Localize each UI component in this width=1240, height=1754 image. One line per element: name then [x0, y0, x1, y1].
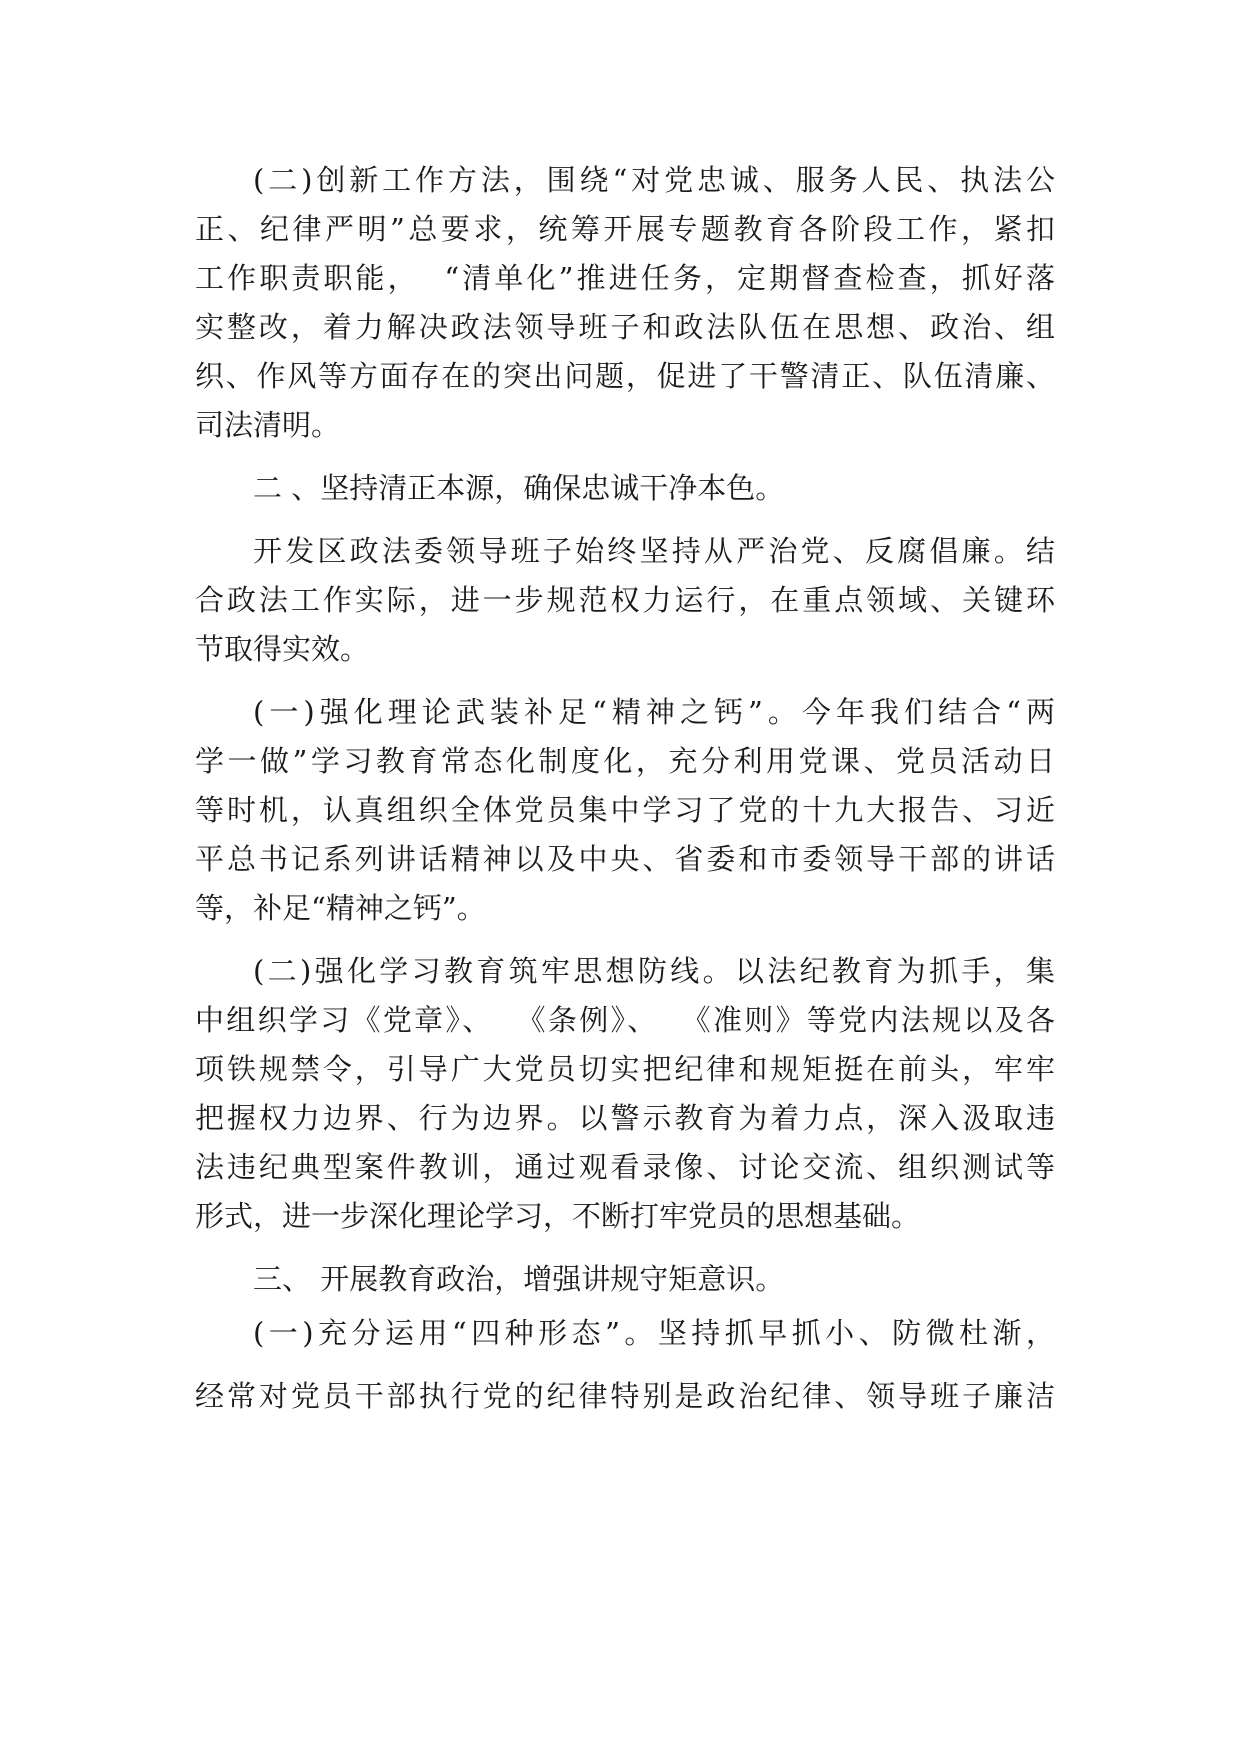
text-line: 织、作风等方面存在的突出问题，促进了干警清正、队伍清廉、: [195, 359, 1055, 393]
section-heading: 三、 开展教育政治，增强讲规守矩意识。: [253, 1262, 785, 1296]
text-line: 实整改，着力解决政法领导班子和政法队伍在思想、政治、组: [195, 310, 1055, 344]
text-line: 法违纪典型案件教训，通过观看录像、讨论交流、组织测试等: [195, 1150, 1055, 1184]
text-line: (一)强化理论武装补足“精神之钙”。今年我们结合“两: [253, 695, 1055, 729]
text-line: 经常对党员干部执行党的纪律特别是政治纪律、领导班子廉洁: [195, 1379, 1055, 1413]
text-line: (二)强化学习教育筑牢思想防线。以法纪教育为抓手，集: [253, 954, 1055, 988]
text-line: 正、纪律严明”总要求，统筹开展专题教育各阶段工作，紧扣: [195, 212, 1055, 246]
text-line: 把握权力边界、行为边界。以警示教育为着力点，深入汲取违: [195, 1101, 1055, 1135]
section-heading: 二 、坚持清正本源，确保忠诚干净本色。: [253, 471, 785, 505]
text-line: 司法清明。: [195, 408, 341, 442]
text-line: 形式，进一步深化理论学习，不断打牢党员的思想基础。: [195, 1199, 921, 1233]
text-line: 开发区政法委领导班子始终坚持从严治党、反腐倡廉。结: [253, 534, 1055, 568]
text-line: 合政法工作实际，进一步规范权力运行，在重点领域、关键环: [195, 583, 1055, 617]
text-line: 等时机，认真组织全体党员集中学习了党的十九大报告、习近: [195, 793, 1055, 827]
text-line: 工作职责职能， “清单化”推进任务，定期督查检查，抓好落: [195, 261, 1055, 295]
text-line: (二)创新工作方法，围绕“对党忠诚、服务人民、执法公: [253, 163, 1055, 197]
text-line: 节取得实效。: [195, 632, 370, 666]
text-line: 中组织学习《党章》、 《条例》、 《准则》等党内法规以及各: [195, 1003, 1055, 1037]
text-line: 等，补足“精神之钙”。: [195, 891, 486, 925]
text-line: 平总书记系列讲话精神以及中央、省委和市委领导干部的讲话: [195, 842, 1055, 876]
text-line: (一)充分运用“四种形态”。坚持抓早抓小、防微杜渐，: [253, 1316, 1055, 1350]
text-line: 项铁规禁令，引导广大党员切实把纪律和规矩挺在前头，牢牢: [195, 1052, 1055, 1086]
text-line: 学一做”学习教育常态化制度化，充分利用党课、党员活动日: [195, 744, 1055, 778]
